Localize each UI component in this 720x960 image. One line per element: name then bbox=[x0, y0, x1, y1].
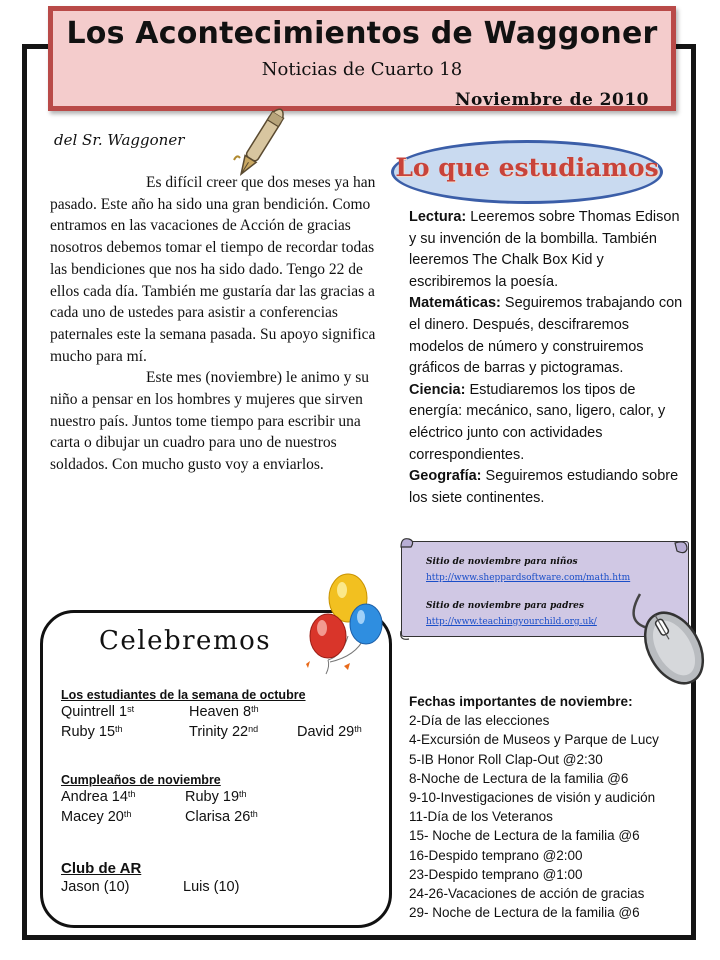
letter-paragraph: Es difícil creer que dos meses ya han pasado. Este año ha sido una gran bendición. Como entramos en las vacaciones de Acción de gracias nosotros debemos tomar el tiempo de recordar todas las bendiciones que nos ha sido dado. Tengo 22 de ellos cada día. También me gustaría dar las gracias a cada uno de ustedes para asistir a conferencias paternales este la semana pasada. Su apoyo significa mucho para mí. bbox=[50, 174, 376, 365]
study-label: Lectura: bbox=[409, 209, 467, 225]
date-item: 9-10-Investigaciones de visión y audición bbox=[409, 790, 656, 806]
birthday-entry: Macey 20th bbox=[61, 809, 132, 825]
masthead bbox=[48, 6, 676, 111]
date-item: 29- Noche de Lectura de la familia @6 bbox=[409, 905, 640, 921]
fountain-pen-icon bbox=[228, 92, 308, 172]
date-item: 4-Excursión de Museos y Parque de Lucy bbox=[409, 732, 659, 748]
studies-title: Lo que estudiamos bbox=[395, 153, 659, 182]
date-item: 16-Despido temprano @2:00 bbox=[409, 847, 583, 863]
newsletter-subtitle: Noticias de Cuarto 18 bbox=[261, 59, 463, 80]
student-entry: Trinity 22nd bbox=[189, 724, 259, 740]
parents-site-link[interactable]: http://www.teachingyourchild.org.uk/ bbox=[426, 617, 597, 627]
teacher-letter bbox=[50, 172, 376, 476]
date-item: 23-Despido temprano @1:00 bbox=[409, 866, 583, 882]
study-text: Seguiremos trabajando con el dinero. Después, descifraremos modelos de número y construiremos gráficos de barras y pictogramas. bbox=[409, 295, 683, 377]
birthday-entry: Clarisa 26th bbox=[185, 809, 258, 825]
date-item: 11-Día de los Veteranos bbox=[409, 809, 553, 825]
issue-date: Noviembre de 2010 bbox=[454, 90, 649, 110]
important-dates bbox=[409, 692, 689, 922]
ar-club bbox=[61, 860, 381, 897]
study-item bbox=[409, 293, 683, 379]
ar-entry: Luis (10) bbox=[183, 879, 240, 895]
date-item: 5-IB Honor Roll Clap-Out @2:30 bbox=[409, 751, 603, 767]
studies-heading-oval bbox=[391, 140, 663, 204]
students-heading: Los estudiantes de la semana de octubre bbox=[61, 688, 306, 702]
student-entry: Ruby 15th bbox=[61, 724, 123, 740]
study-label: Ciencia: bbox=[409, 381, 466, 398]
newsletter-title: Los Acontecimientos de Waggoner bbox=[66, 16, 658, 51]
birthdays-heading: Cumpleaños de noviembre bbox=[61, 773, 221, 787]
birthday-entry: Ruby 19th bbox=[185, 789, 247, 805]
study-item bbox=[409, 466, 683, 509]
study-label: Matemáticas: bbox=[409, 295, 501, 312]
ar-entry: Jason (10) bbox=[61, 879, 130, 895]
date-item: 15- Noche de Lectura de la familia @6 bbox=[409, 828, 640, 844]
study-item bbox=[409, 207, 683, 293]
computer-mouse-icon bbox=[626, 588, 716, 693]
date-item: 8-Noche de Lectura de la familia @6 bbox=[409, 770, 629, 786]
ar-heading: Club de AR bbox=[61, 860, 142, 877]
kids-site-label: Sitio de noviembre para niños bbox=[426, 557, 578, 567]
november-birthdays bbox=[61, 773, 381, 827]
parents-site-label: Sitio de noviembre para padres bbox=[426, 601, 584, 611]
celebrate-title: Celebremos bbox=[99, 626, 272, 656]
date-item: 24-26-Vacaciones de acción de gracias bbox=[409, 886, 645, 902]
date-item: 2-Día de las elecciones bbox=[409, 713, 550, 729]
student-entry: Quintrell 1st bbox=[61, 704, 135, 720]
study-label: Geografía: bbox=[409, 468, 482, 485]
dates-heading: Fechas importantes de noviembre: bbox=[409, 694, 633, 709]
study-text: Seguiremos estudiando sobre los siete continentes. bbox=[409, 468, 679, 506]
study-text: Estudiaremos los tipos de energía: mecánico, sano, ligero, calor, y eléctrico junto con actividades correspondientes. bbox=[409, 381, 666, 463]
kids-site-link[interactable]: http://www.sheppardsoftware.com/math.htm bbox=[426, 573, 631, 583]
balloons-icon bbox=[298, 566, 398, 676]
student-entry: Heaven 8th bbox=[189, 704, 259, 720]
students-of-week bbox=[61, 688, 381, 742]
student-entry: David 29th bbox=[297, 724, 362, 740]
studies-list bbox=[409, 207, 683, 509]
letter-byline: del Sr. Waggoner bbox=[54, 131, 185, 149]
study-text: Leeremos sobre Thomas Edison y su invención de la bombilla. También leeremos The Chalk Box Kid y escribiremos la poesía. bbox=[409, 209, 680, 290]
letter-paragraph: Este mes (noviembre) le animo y su niño a pensar en los hombres y mujeres que sirven nuestro país. Juntos tome tiempo para escribir una carta o dibujar un cuadro para uno de nuestros soldados. Con mucho gusto voy a enviarlos. bbox=[50, 369, 369, 474]
birthday-entry: Andrea 14th bbox=[61, 789, 136, 805]
study-item bbox=[409, 380, 683, 466]
